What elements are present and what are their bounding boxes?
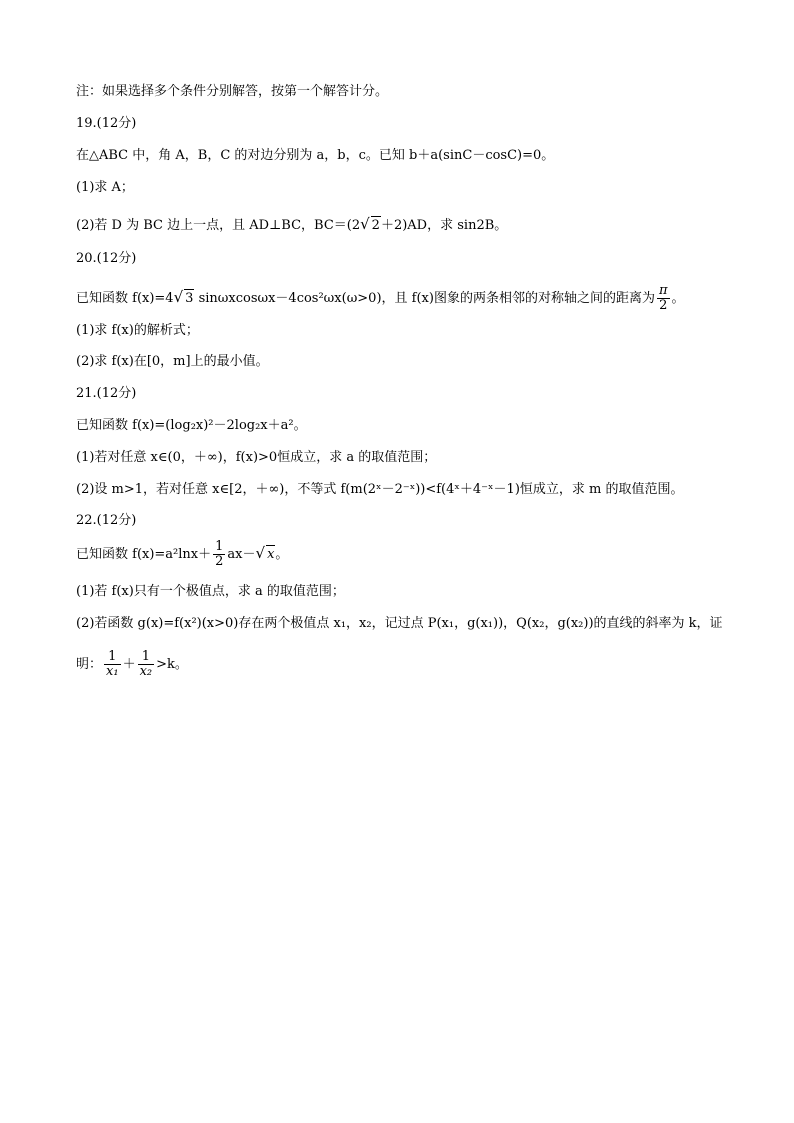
q20-sqrt-radicand: 3 [185, 291, 194, 306]
q19-part2 [76, 215, 507, 235]
note-text: 注：如果选择多个条件分别解答，按第一个解答计分。 [76, 84, 389, 99]
q21-header: 21.(12分) [76, 386, 137, 401]
q22-part3-text-b: >k。 [156, 657, 188, 672]
q20-fraction [657, 284, 670, 313]
q22-part2: (2)若函数 g(x)=f(x²)(x>0)存在两个极值点 x₁，x₂，记过点 P(x₁，g(x₁))，Q(x₂，g(x₂))的直线的斜率为 k，证 [76, 616, 723, 631]
q22-frac2-numerator: 1 [138, 650, 155, 665]
q22-frac-denominator: 2 [215, 554, 224, 569]
q20-part2: (2)求 f(x)在[0，m]上的最小值。 [76, 354, 269, 369]
q20-frac-numerator: π [658, 283, 668, 298]
q22-frac1-numerator: 1 [104, 650, 121, 665]
q22-stem-text-b: ax－ [227, 547, 256, 562]
q20-part1: (1)求 f(x)的解析式； [76, 323, 199, 338]
q22-part3-text-a: 明： [76, 657, 103, 672]
q22-stem-text-c: 。 [275, 547, 289, 562]
q20-stem-text-a: 已知函数 f(x)=4 [76, 291, 174, 306]
q19-stem: 在△ABC 中，角 A，B，C 的对边分别为 a，b，c。已知 b＋a(sinC－cosC)=0。 [76, 148, 555, 163]
q22-stem [76, 540, 288, 569]
q19-part2-text-b: ＋2)AD，求 sin2B。 [380, 218, 508, 233]
q22-frac2-denominator: x₂ [139, 664, 153, 679]
q21-part1: (1)若对任意 x∈(0，＋∞)，f(x)>0恒成立，求 a 的取值范围； [76, 450, 437, 465]
q19-part1: (1)求 A； [76, 180, 134, 195]
q22-part3 [76, 650, 188, 679]
q22-sqrt-radicand: x [267, 547, 275, 562]
q22-frac1-denominator: x₁ [106, 664, 119, 679]
q20-stem-text-c: 。 [671, 291, 685, 306]
q21-stem: 已知函数 f(x)=(log₂x)²－2log₂x＋a²。 [76, 418, 307, 433]
q20-stem [76, 284, 685, 313]
q22-fraction [213, 540, 225, 569]
q20-header: 20.(12分) [76, 251, 137, 266]
q20-stem-text-b: sinωxcosωx－4cos²ωx(ω>0)，且 f(x)图象的两条相邻的对称轴之间的距离为 [198, 291, 655, 306]
q19-sqrt-radicand: 2 [371, 218, 380, 233]
q22-header: 22.(12分) [76, 513, 137, 528]
q22-fraction-1 [104, 650, 121, 679]
q19-header: 19.(12分) [76, 116, 137, 131]
sqrt-symbol: √ [360, 215, 370, 233]
q22-frac-numerator: 1 [215, 539, 224, 554]
sqrt-symbol: √ [255, 544, 266, 562]
q19-part2-text-a: (2)若 D 为 BC 边上一点，且 AD⊥BC，BC＝(2 [76, 218, 361, 233]
q20-frac-denominator: 2 [659, 298, 668, 313]
sqrt-symbol: √ [173, 288, 184, 306]
q22-fraction-2 [138, 650, 155, 679]
q22-stem-text-a: 已知函数 f(x)=a²lnx＋ [76, 547, 212, 562]
q22-part1: (1)若 f(x)只有一个极值点，求 a 的取值范围； [76, 584, 345, 599]
q22-plus: ＋ [122, 657, 136, 672]
q21-part2: (2)设 m>1，若对任意 x∈[2，＋∞)，不等式 f(m(2ˣ－2⁻ˣ))<f(4ˣ＋4⁻ˣ－1)恒成立，求 m 的取值范围。 [76, 482, 684, 497]
